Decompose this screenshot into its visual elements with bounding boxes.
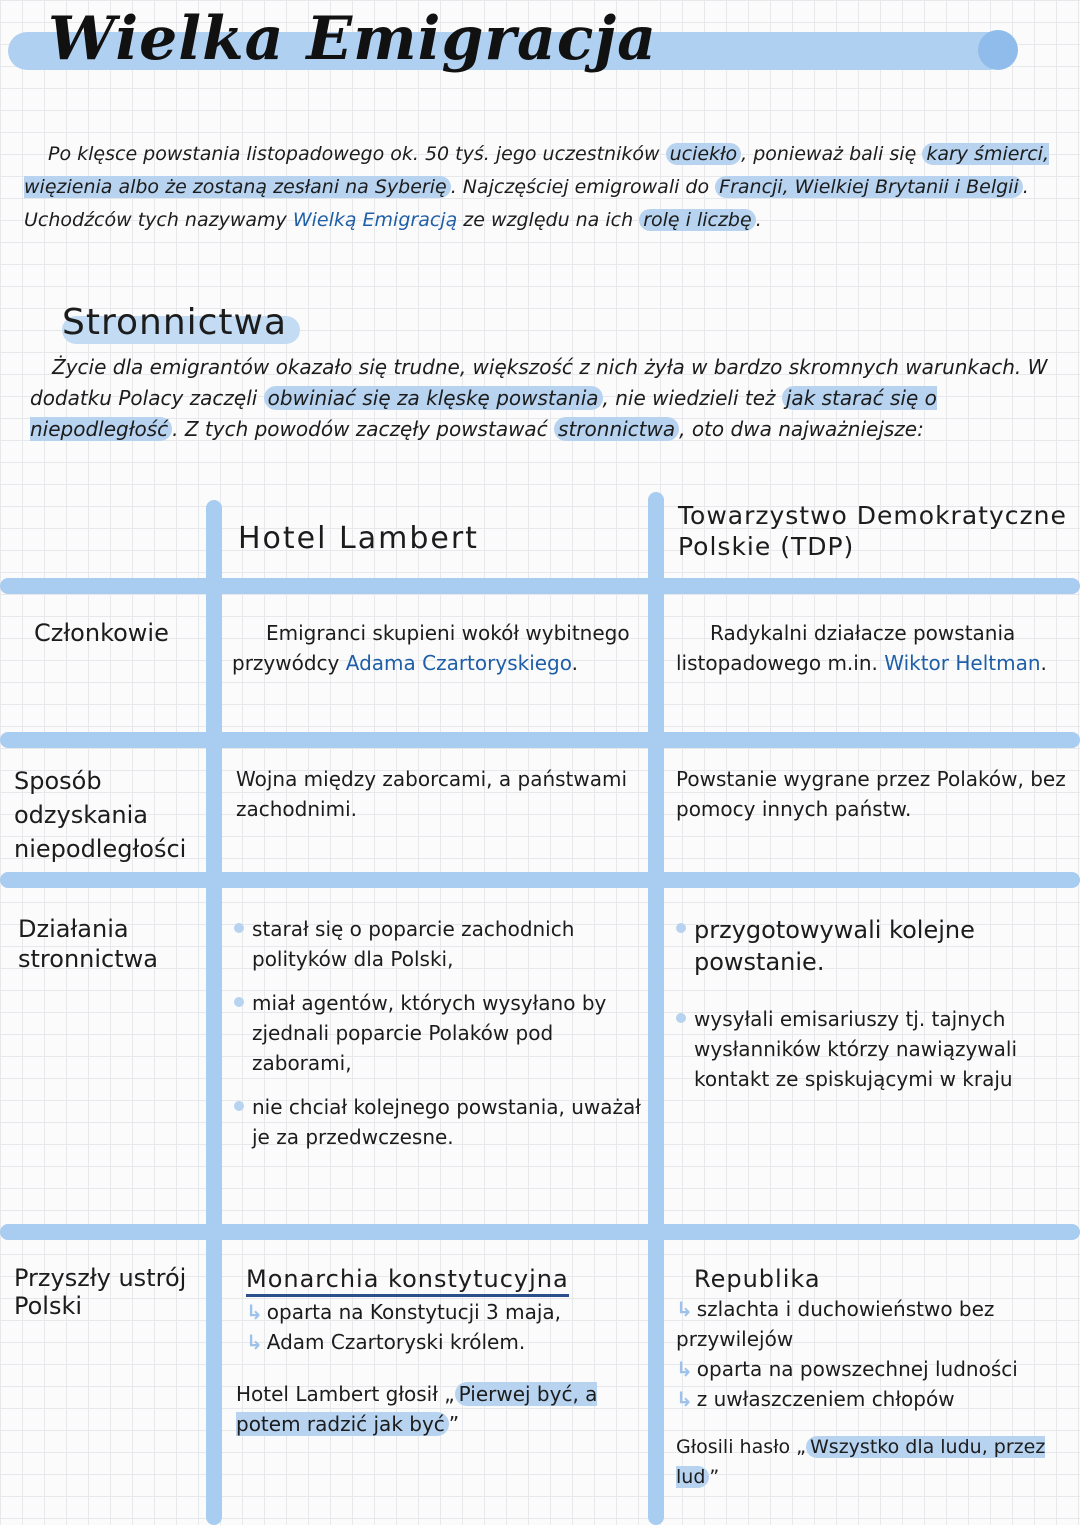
section-paragraph [30, 352, 1060, 445]
intro-highlight: Francji, Wielkiej Brytanii i Belgii [715, 176, 1023, 198]
members-hotel-lambert-name: Adama Czartoryskiego [345, 651, 572, 675]
future-hotel-lambert-motto [236, 1379, 638, 1439]
intro-highlight: kary śmierci, więzienia albo że zostaną zesłani na Syberię [24, 143, 1050, 198]
members-hotel-lambert-text: Emigranci skupieni wokół wybitnego przywódcy [232, 621, 630, 675]
table-column-divider-1 [206, 500, 222, 1525]
future-hotel-lambert [236, 1264, 638, 1439]
future-tdp [676, 1264, 1074, 1492]
table-column-divider-2 [648, 492, 664, 1525]
motto-highlight: Wszystko dla ludu, przez lud [676, 1436, 1046, 1488]
section-text: . Z tych powodów zaczęły powstawać [172, 417, 555, 441]
list-item: miał agentów, których wysyłano by zjednali poparcie Polaków pod zaborami, [232, 988, 642, 1078]
future-tdp-title: Republika [694, 1265, 821, 1293]
section-title: Stronnictwa [62, 302, 288, 343]
future-tdp-point [676, 1384, 1074, 1414]
intro-text: , ponieważ bali się [741, 143, 923, 165]
list-item: nie chciał kolejnego powstania, uważał je za przedwczesne. [232, 1092, 642, 1152]
page-title: Wielka Emigracja [48, 4, 657, 74]
list-item: wysyłali emisariuszy tj. tajnych wysłanników którzy nawiązywali kontakt ze spiskującymi w kraju [674, 1004, 1074, 1094]
point-text: oparta na powszechnej ludności [696, 1357, 1018, 1381]
intro-paragraph [24, 138, 1064, 237]
row-label-method: Sposób odzyskania niepodległości [14, 767, 187, 863]
members-tdp-end: . [1040, 651, 1047, 675]
column-header-tdp: Towarzystwo Demokratyczne Polskie (TDP) [678, 501, 1067, 561]
table-row-divider [0, 578, 1080, 594]
arrow-icon: ↳ [676, 1387, 693, 1411]
intro-highlight: uciekło [666, 143, 742, 165]
point-text: oparta na Konstytucji 3 maja, [266, 1300, 562, 1324]
future-tdp-point [676, 1294, 1074, 1354]
future-hotel-lambert-point [246, 1297, 638, 1327]
section-highlight: jak starać się o niepodległość [30, 386, 937, 441]
section-highlight: stronnictwa [554, 417, 679, 441]
section-text: , nie wiedzieli też [602, 386, 782, 410]
table-row-divider [0, 1224, 1080, 1240]
members-tdp-text: Radykalni działacze powstania listopadowego m.in. [676, 621, 1016, 675]
intro-text: ze względu na ich [457, 209, 640, 231]
row-label-members: Członkowie [34, 619, 169, 647]
arrow-icon: ↳ [246, 1330, 263, 1354]
members-tdp-name: Wiktor Heltman [884, 651, 1041, 675]
motto-end: ” [709, 1466, 720, 1488]
section-text: Życie dla emigrantów okazało się trudne, większość z nich żyła w bardzo skromnych warunkach. W dodatku Polacy zaczęli [30, 355, 1048, 410]
actions-tdp-list [674, 914, 1074, 1094]
members-tdp [676, 618, 1071, 678]
motto-end: ” [448, 1412, 460, 1436]
future-hotel-lambert-point [246, 1327, 638, 1357]
list-item: starał się o poparcie zachodnich polityków dla Polski, [232, 914, 642, 974]
future-hotel-lambert-title: Monarchia konstytucyjna [246, 1264, 569, 1297]
motto-intro: Głosili hasło „ [676, 1436, 807, 1458]
arrow-icon: ↳ [676, 1357, 693, 1381]
column-header-hotel-lambert: Hotel Lambert [238, 521, 479, 556]
row-label-future: Przyszły ustrój Polski [14, 1264, 187, 1320]
intro-highlight: rolę i liczbę [639, 209, 756, 231]
intro-text: . [755, 209, 762, 231]
actions-tdp [674, 914, 1074, 1108]
method-hotel-lambert: Wojna między zaborcami, a państwami zachodnimi. [236, 767, 628, 821]
intro-text: Po klęsce powstania listopadowego ok. 50 tyś. jego uczestników [48, 143, 666, 165]
actions-hotel-lambert [232, 914, 642, 1166]
section-highlight: obwiniać się za klęskę powstania [264, 386, 603, 410]
title-dot-decoration [978, 30, 1018, 70]
method-tdp: Powstanie wygrane przez Polaków, bez pomocy innych państw. [676, 767, 1066, 821]
future-tdp-motto [676, 1432, 1074, 1492]
intro-key-term: Wielką Emigracją [292, 209, 458, 231]
members-hotel-lambert [232, 618, 637, 678]
table-row-divider [0, 732, 1080, 748]
row-label-actions: Działania stronnictwa [18, 915, 158, 973]
list-item: przygotowywali kolejne powstanie. [674, 914, 1074, 978]
arrow-icon: ↳ [676, 1297, 693, 1321]
table-row-divider [0, 872, 1080, 888]
future-tdp-point [676, 1354, 1074, 1384]
section-text: , oto dwa najważniejsze: [679, 417, 924, 441]
point-text: Adam Czartoryski królem. [266, 1330, 526, 1354]
motto-intro: Hotel Lambert głosił „ [236, 1382, 455, 1406]
actions-hotel-lambert-list [232, 914, 642, 1152]
motto-highlight: Pierwej być, a potem radzić jak być [236, 1382, 598, 1436]
members-hotel-lambert-end: . [571, 651, 578, 675]
intro-text: . Uchodźców tych nazywamy [24, 176, 1029, 231]
point-text: szlachta i duchowieństwo bez przywilejów [676, 1297, 995, 1351]
intro-text: . Najczęściej emigrowali do [450, 176, 716, 198]
point-text: z uwłaszczeniem chłopów [696, 1387, 955, 1411]
arrow-icon: ↳ [246, 1300, 263, 1324]
